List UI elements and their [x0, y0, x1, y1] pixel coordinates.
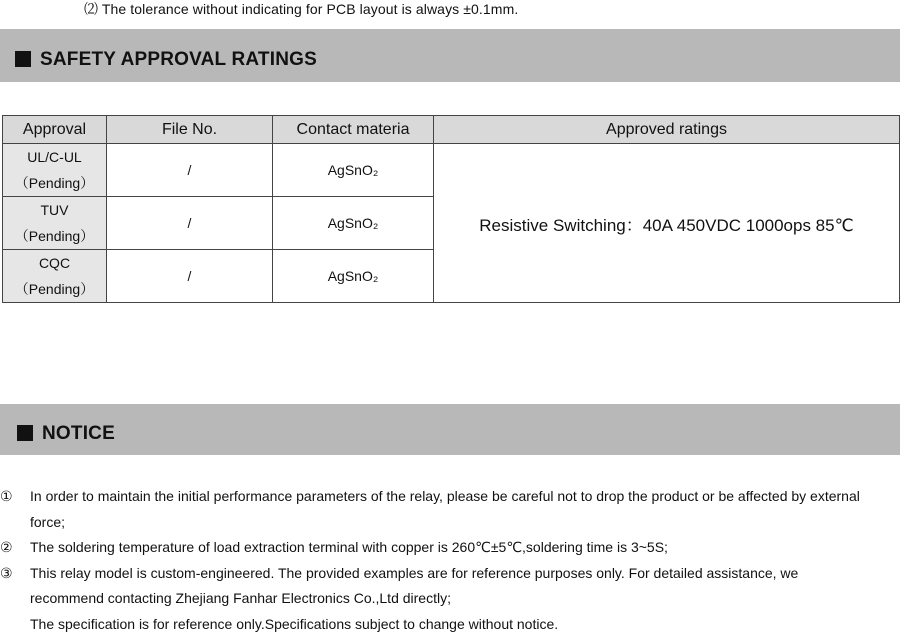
approval-status: （Pending） — [3, 223, 106, 249]
notice-section-header — [0, 404, 900, 455]
approval-name: CQC — [3, 250, 106, 276]
approval-cell — [3, 144, 107, 197]
contact-material-cell: AgSnO₂ — [273, 144, 434, 197]
file-no-cell: / — [107, 197, 273, 250]
file-no-cell: / — [107, 144, 273, 197]
section-title: NOTICE — [42, 423, 115, 445]
section-title: SAFETY APPROVAL RATINGS — [40, 49, 317, 71]
notice-list — [0, 484, 900, 637]
item-number: ② — [0, 535, 20, 561]
square-bullet-icon — [17, 425, 33, 441]
header-file-no: File No. — [107, 116, 273, 144]
item-text: The soldering temperature of load extraction terminal with copper is 260℃±5℃,soldering time is 3~5S; — [30, 535, 870, 561]
square-bullet-icon — [15, 51, 31, 67]
item-number: ③ — [0, 561, 20, 587]
item-text: This relay model is custom-engineered. The provided examples are for reference purposes only. For detailed assistance, we recommend contacting Zhejiang Fanhar Electronics Co.,Ltd directly; — [30, 561, 870, 612]
contact-material-cell: AgSnO₂ — [273, 197, 434, 250]
header-contact-material: Contact materia — [273, 116, 434, 144]
list-item — [0, 561, 900, 612]
item-number: ① — [0, 484, 20, 510]
item-text: In order to maintain the initial performance parameters of the relay, please be careful not to drop the product or be affected by external force; — [30, 484, 870, 535]
list-item — [0, 535, 900, 561]
table-header-row — [3, 116, 900, 144]
list-item — [0, 484, 900, 535]
approval-status: （Pending） — [3, 170, 106, 196]
pcb-tolerance-note: ⑵ The tolerance without indicating for PCB layout is always ±0.1mm. — [84, 0, 518, 19]
header-approval: Approval — [3, 116, 107, 144]
approval-cell — [3, 197, 107, 250]
approval-name: TUV — [3, 197, 106, 223]
notice-footer — [0, 612, 900, 637]
table-row — [3, 144, 900, 197]
header-approved-ratings: Approved ratings — [434, 116, 900, 144]
safety-approval-section-header — [0, 29, 900, 82]
contact-material-cell: AgSnO₂ — [273, 250, 434, 303]
file-no-cell: / — [107, 250, 273, 303]
approval-cell — [3, 250, 107, 303]
approval-status: （Pending） — [3, 276, 106, 302]
footer-text: The specification is for reference only.Specifications subject to change without notice. — [30, 612, 870, 637]
approved-ratings-cell: Resistive Switching：40A 450VDC 1000ops 85℃ — [434, 144, 900, 303]
safety-ratings-table — [2, 115, 900, 303]
approval-name: UL/C-UL — [3, 144, 106, 170]
